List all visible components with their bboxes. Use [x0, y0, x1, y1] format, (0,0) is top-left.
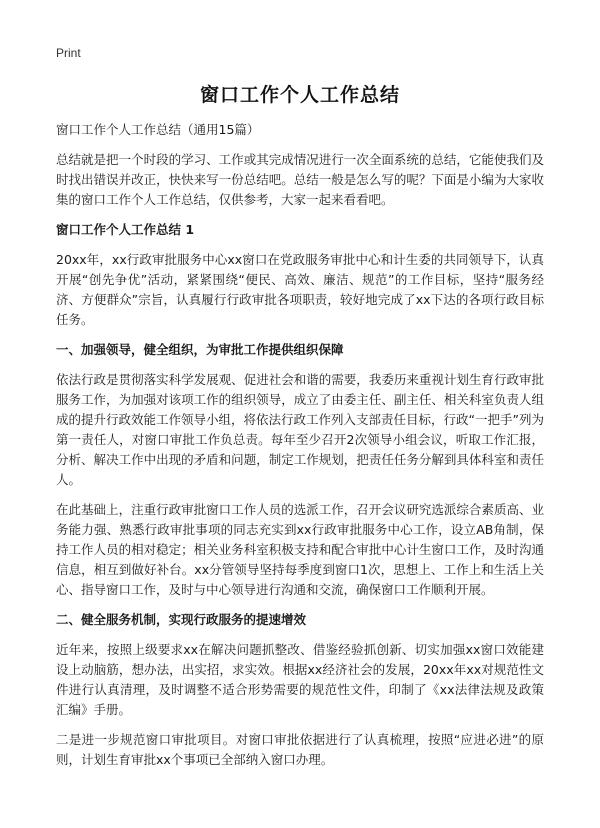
- body-paragraph-3: 在此基础上，注重行政审批窗口工作人员的选派工作，召开会议研究选派综合素质高、业务能力强、熟悉行政审批事项的同志充实到xx行政审批服务中心工作，设立AB角制，保持工作人员的相对稳定；相关业务科室积极支持和配合审批中心计生窗口工作，及时沟通信息，相互到做好补台。xx分管领导坚持每季度到窗口1次，思想上、工作上和生活上关心、指导窗口工作，及时与中心领导进行沟通和交流，确保窗口工作顺利开展。: [56, 502, 544, 597]
- body-paragraph-4: 近年来，按照上级要求xx在解决问题抓整改、借鉴经验抓创新、切实加强xx窗口效能建设上动脑筋，想办法，出实招，求实效。根据xx经济社会的发展，20xx年xx对规范性文件进行认真清理，及时调整不适合形势需要的规范性文件，印制了《xx法律法规及政策汇编》手册。: [56, 642, 544, 717]
- section-heading-1: 一、加强领导，健全组织，为审批工作提供组织保障: [56, 342, 344, 357]
- document-subtitle: 窗口工作个人工作总结（通用15篇）: [56, 122, 260, 137]
- section-heading-2: 二、健全服务机制，实现行政服务的提速增效: [56, 612, 307, 627]
- body-paragraph-5: 二是进一步规范窗口审批项目。对窗口审批依据进行了认真梳理，按照“应进必进”的原则，计划生育审批xx个事项已全部纳入窗口办理。: [56, 732, 544, 767]
- body-paragraph-1: 20xx年，xx行政审批服务中心xx窗口在党政服务审批中心和计生委的共同领导下，认真开展“创先争优”活动，紧紧围绕“便民、高效、廉洁、规范”的工作目标，坚持“服务经济、方便群众”宗旨，认真履行行政审批各项职责，较好地完成了xx下达的各项行政目标任务。: [56, 252, 544, 327]
- document-body: [56, 120, 544, 780]
- print-link[interactable]: Print: [56, 46, 81, 60]
- intro-paragraph: 总结就是把一个时段的学习、工作或其完成情况进行一次全面系统的总结，它能使我们及时找出错误并改正，快快来写一份总结吧。总结一般是怎么写的呢？下面是小编为大家收集的窗口工作个人工作总结，仅供参考，大家一起来看看吧。: [56, 152, 544, 207]
- page-title: 窗口工作个人工作总结: [199, 84, 400, 106]
- body-paragraph-2: 依法行政是贯彻落实科学发展观、促进社会和谐的需要，我委历来重视计划生育行政审批服务工作，为加强对该项工作的组织领导，成立了由委主任、副主任、相关科室负责人组成的提升行政效能工作领导小组，将依法行政工作列入支部责任目标，行政“一把手”列为第一责任人，对窗口审批工作负总责。每年至少召开2次领导小组会议，听取工作汇报，分析、解决工作中出现的矛盾和问题，制定工作规划，把责任任务分解到具体科室和责任人。: [56, 372, 544, 487]
- article-heading: 窗口工作个人工作总结 1: [56, 222, 195, 237]
